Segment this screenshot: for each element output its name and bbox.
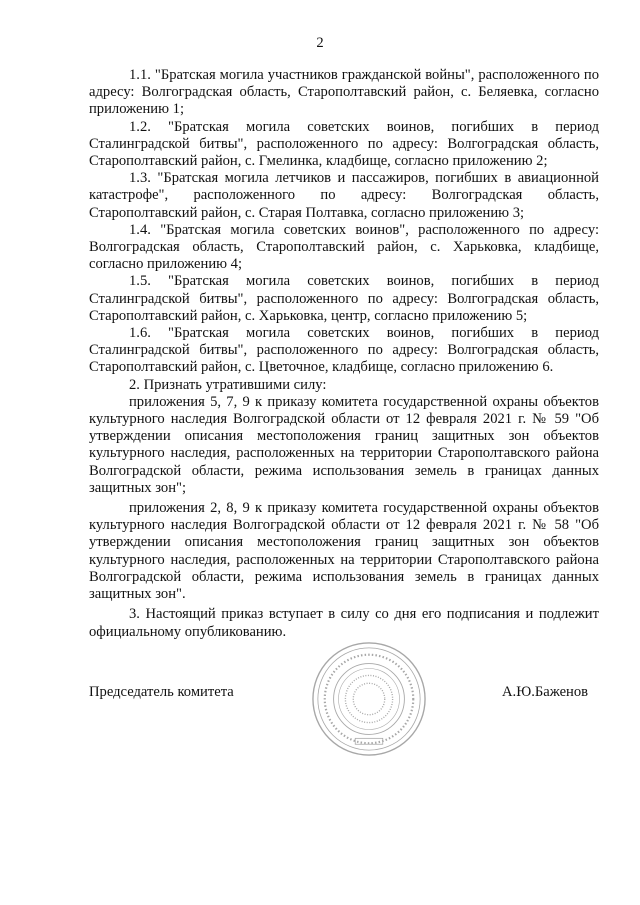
official-seal-stamp bbox=[310, 640, 428, 758]
signature-position: Председатель комитета bbox=[89, 684, 234, 700]
document-body bbox=[89, 67, 599, 641]
paragraph-3: 3. Настоящий приказ вступает в силу со дня его подписания и подлежит официальному опубликованию. bbox=[89, 606, 599, 640]
paragraph-1-1: 1.1. "Братская могила участников гражданской войны", расположенного по адресу: Волгоградская область, Старополтавский район, с. Беляевка, согласно приложению 1; bbox=[89, 67, 599, 118]
paragraph-2: 2. Признать утратившими силу: bbox=[129, 376, 327, 393]
page-number: 2 bbox=[316, 35, 324, 51]
paragraph-1-2: 1.2. "Братская могила советских воинов, погибших в период Сталинградской битвы", расположенного по адресу: Волгоградская область, Старополтавский район, с. Гмелинка, кладбище, согласно приложению 2; bbox=[89, 118, 599, 170]
paragraph-1-5: 1.5. "Братская могила советских воинов, погибших в период Сталинградской битвы", расположенного по адресу: Волгоградская область, Старополтавский район, с. Харьковка, центр, согласно приложению 5; bbox=[89, 273, 599, 324]
paragraph-1-3: 1.3. "Братская могила летчиков и пассажиров, погибших в авиационной катастрофе", расположенного по адресу: Волгоградская область, Старополтавский район, с. Старая Полтавка, согласно приложению 3; bbox=[89, 170, 599, 221]
paragraph-2-item-2: приложения 2, 8, 9 к приказу комитета государственной охраны объектов культурного наследия Волгоградской области от 12 февраля 2021 г. № 58 "Об утверждении описания местоположения границ защитных зон объектов культурного наследия, расположенных на территории Старополтавского района Волгоградской области, режима использования земель в границах данных защитных зон". bbox=[89, 500, 599, 603]
paragraph-1-6: 1.6. "Братская могила советских воинов, погибших в период Сталинградской битвы", расположенного по адресу: Волгоградская область, Старополтавский район, с. Цветочное, кладбище, согласно приложению 6. bbox=[89, 325, 599, 376]
paragraph-1-4: 1.4. "Братская могила советских воинов", расположенного по адресу: Волгоградская область, Старополтавский район, с. Харьковка, кладбище, согласно приложению 4; bbox=[89, 221, 599, 273]
signature-name: А.Ю.Баженов bbox=[502, 684, 589, 700]
paragraph-2-item-1: приложения 5, 7, 9 к приказу комитета государственной охраны объектов культурного наследия Волгоградской области от 12 февраля 2021 г. № 59 "Об утверждении описания местоположения границ защитных зон объектов культурного наследия, расположенных на территории Старополтавского района Волгоградской области, режима использования земель в границах данных защитных зон"; bbox=[89, 393, 599, 496]
